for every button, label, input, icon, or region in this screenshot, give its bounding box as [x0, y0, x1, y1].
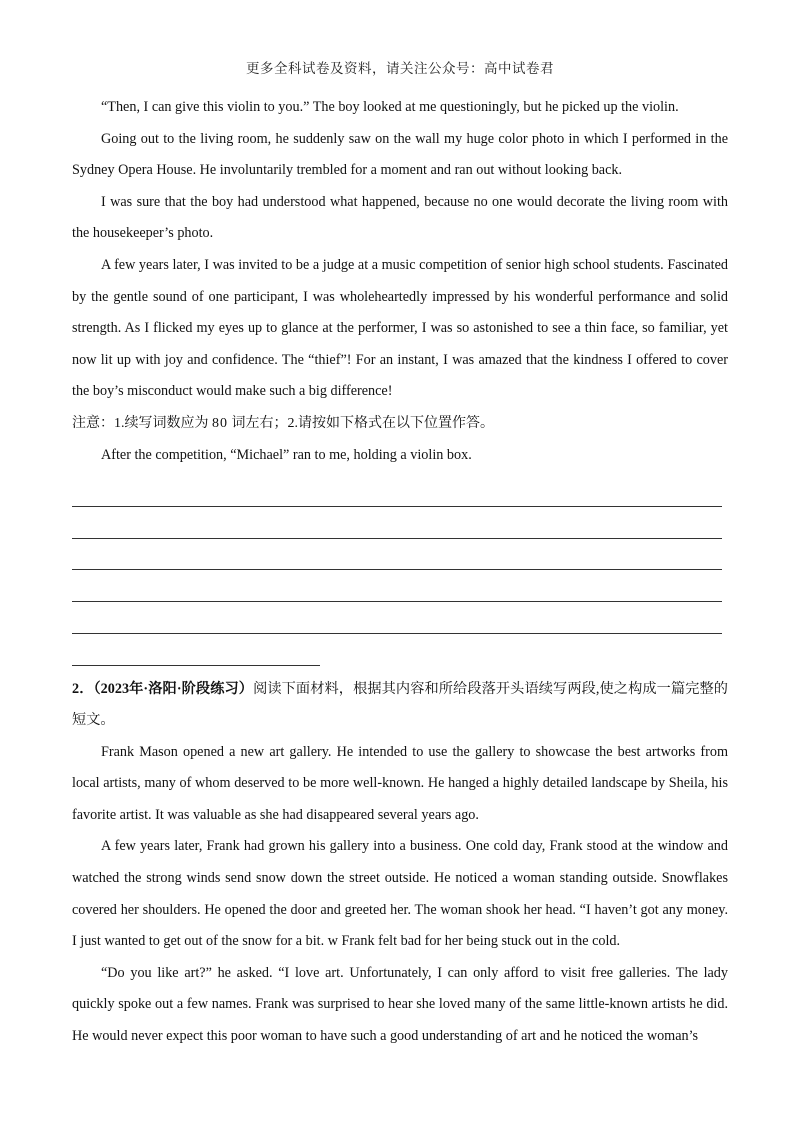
- note-prefix: 注意：1.续写词数应为: [72, 415, 209, 431]
- paragraph: A few years later, Frank had grown his gallery into a business. One cold day, Frank stood at the window and watched the strong winds send snow down the street outside. He noticed a woman standing outside. Snowflakes covered her shoulders. He opened the door and greeted her. The woman shook her head. “I haven’t got any money. I just wanted to get out of the snow for a bit. w Frank felt bad for her being stuck out in the cold.: [72, 838, 728, 950]
- document-body: [72, 92, 728, 1053]
- page-header: 更多全科试卷及资料，请关注公众号：高中试卷君: [246, 61, 554, 76]
- paragraph: A few years later, I was invited to be a judge at a music competition of senior high school students. Fascinated by the gentle sound of one participant, I was wholeheartedly impressed by his wonderful performance and solid strength. As I flicked my eyes up to glance at the performer, I was so astonished to see a thin face, so familiar, yet now lit up with joy and confidence. The “thief”! For an instant, I was amazed that the kindness I offered to cover the boy’s misconduct would make such a big difference!: [72, 256, 728, 400]
- answer-line[interactable]: [72, 471, 722, 507]
- question-number: 2．: [72, 680, 94, 697]
- question-2-heading: [72, 674, 728, 737]
- continuation-starter: After the competition, “Michael” ran to me, holding a violin box.: [101, 446, 472, 463]
- paragraph: Going out to the living room, he suddenly saw on the wall my huge color photo in which I performed in the Sydney Opera House. He involuntarily trembled for a moment and ran out without looking back.: [72, 130, 728, 179]
- paragraph: “Then, I can give this violin to you.” The boy looked at me questioningly, but he picked up the violin.: [101, 99, 679, 115]
- question-instruction: 阅读下面材料，根据其内容和所给段落开头语续写两段,使之构成一篇完整的短文。: [72, 680, 728, 729]
- answer-line[interactable]: [72, 602, 722, 634]
- paragraph: Frank Mason opened a new art gallery. He intended to use the gallery to showcase the best artworks from local artists, many of whom deserved to be more well-known. He hanged a highly detailed landscape by Sheila, his favorite artist. It was valuable as she had disappeared several years ago.: [72, 743, 728, 823]
- question-source: （2023年·洛阳·阶段练习）: [93, 680, 254, 697]
- note-word-count: 80: [212, 415, 228, 431]
- writing-note: [72, 408, 728, 440]
- answer-line[interactable]: [72, 507, 722, 539]
- paragraph: I was sure that the boy had understood what happened, because no one would decorate the living room with the housekeeper’s photo.: [72, 193, 728, 242]
- answer-line-short[interactable]: [72, 634, 320, 666]
- answer-line[interactable]: [72, 570, 722, 602]
- answer-line[interactable]: [72, 539, 722, 571]
- paragraph: “Do you like art?” he asked. “I love art. Unfortunately, I can only afford to visit free galleries. The lady quickly spoke out a few names. Frank was surprised to hear she loved many of the same little-known artists he did. He would never expect this poor woman to have such a good understanding of art and he noticed the woman’s: [72, 964, 728, 1045]
- note-suffix: 词左右；2.请按如下格式在以下位置作答。: [231, 415, 494, 431]
